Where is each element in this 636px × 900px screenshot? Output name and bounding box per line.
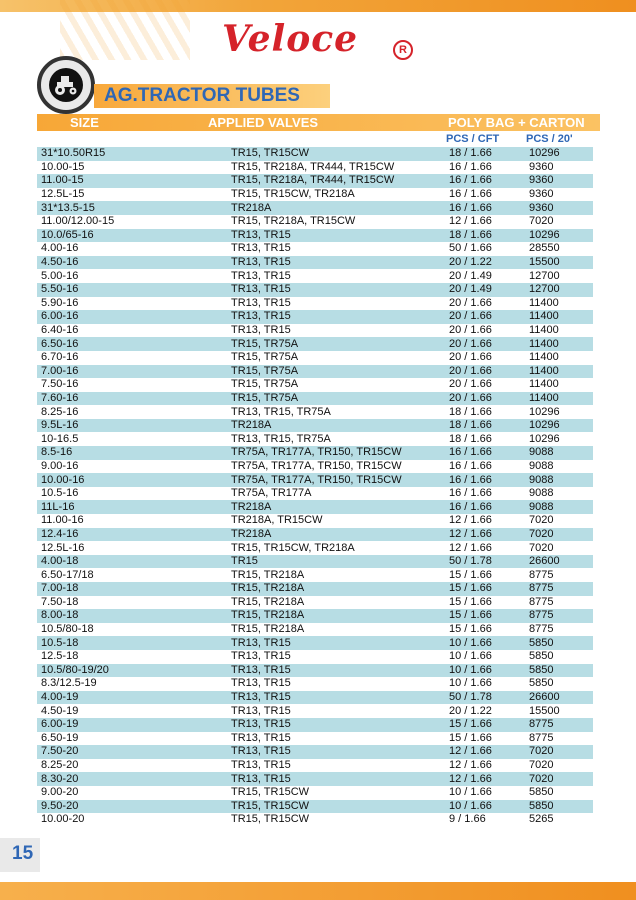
cell-size: 9.5L-16	[37, 419, 231, 433]
header-size: SIZE	[70, 115, 99, 130]
cell-pcs-20: 9360	[529, 201, 593, 215]
cell-valves: TR218A	[231, 500, 449, 514]
cell-size: 6.50-16	[37, 337, 231, 351]
table-row	[37, 473, 593, 487]
cell-valves: TR13, TR15	[231, 691, 449, 705]
cell-pcs-cft: 16 / 1.66	[449, 446, 529, 460]
cell-size: 10.00-20	[37, 813, 231, 827]
cell-pcs-cft: 15 / 1.66	[449, 732, 529, 746]
cell-pcs-20: 7020	[529, 745, 593, 759]
cell-pcs-cft: 12 / 1.66	[449, 514, 529, 528]
cell-size: 4.00-19	[37, 691, 231, 705]
cell-pcs-20: 11400	[529, 337, 593, 351]
cell-pcs-cft: 20 / 1.49	[449, 283, 529, 297]
cell-size: 7.00-16	[37, 365, 231, 379]
cell-pcs-20: 10296	[529, 432, 593, 446]
table-row	[37, 800, 593, 814]
cell-pcs-cft: 20 / 1.66	[449, 365, 529, 379]
cell-pcs-cft: 18 / 1.66	[449, 405, 529, 419]
table-row	[37, 609, 593, 623]
table-row	[37, 432, 593, 446]
cell-valves: TR15, TR218A	[231, 596, 449, 610]
cell-pcs-cft: 20 / 1.22	[449, 256, 529, 270]
cell-pcs-20: 9088	[529, 500, 593, 514]
cell-size: 8.25-20	[37, 759, 231, 773]
cell-size: 10.00-16	[37, 473, 231, 487]
cell-valves: TR15, TR218A, TR15CW	[231, 215, 449, 229]
cell-pcs-20: 15500	[529, 256, 593, 270]
table-row	[37, 446, 593, 460]
table-row	[37, 650, 593, 664]
cell-pcs-cft: 18 / 1.66	[449, 229, 529, 243]
table-row	[37, 269, 593, 283]
table-row	[37, 297, 593, 311]
cell-size: 10-16.5	[37, 432, 231, 446]
cell-size: 6.40-16	[37, 324, 231, 338]
cell-pcs-20: 12700	[529, 283, 593, 297]
cell-pcs-cft: 12 / 1.66	[449, 528, 529, 542]
table-row	[37, 677, 593, 691]
cell-valves: TR13, TR15	[231, 650, 449, 664]
cell-pcs-20: 7020	[529, 215, 593, 229]
cell-pcs-20: 9088	[529, 446, 593, 460]
cell-pcs-20: 11400	[529, 351, 593, 365]
table-row	[37, 732, 593, 746]
decorative-stripes	[60, 0, 190, 60]
table-row	[37, 283, 593, 297]
cell-valves: TR15, TR15CW	[231, 786, 449, 800]
table-row	[37, 514, 593, 528]
cell-valves: TR15, TR218A	[231, 623, 449, 637]
section-badge	[37, 56, 95, 114]
cell-pcs-20: 11400	[529, 324, 593, 338]
cell-pcs-20: 11400	[529, 297, 593, 311]
cell-pcs-cft: 15 / 1.66	[449, 568, 529, 582]
cell-size: 4.50-19	[37, 704, 231, 718]
cell-pcs-20: 11400	[529, 392, 593, 406]
table-row	[37, 147, 593, 161]
bottom-accent-bar	[0, 882, 636, 900]
cell-pcs-cft: 20 / 1.66	[449, 351, 529, 365]
cell-valves: TR13, TR15	[231, 297, 449, 311]
cell-valves: TR13, TR15	[231, 283, 449, 297]
cell-pcs-cft: 12 / 1.66	[449, 772, 529, 786]
cell-pcs-cft: 15 / 1.66	[449, 596, 529, 610]
cell-size: 5.00-16	[37, 269, 231, 283]
cell-valves: TR15, TR75A	[231, 392, 449, 406]
cell-pcs-cft: 20 / 1.66	[449, 378, 529, 392]
table-row	[37, 704, 593, 718]
cell-valves: TR13, TR15, TR75A	[231, 432, 449, 446]
cell-pcs-20: 5850	[529, 664, 593, 678]
cell-pcs-20: 8775	[529, 718, 593, 732]
table-row	[37, 310, 593, 324]
page-number: 15	[12, 843, 34, 864]
cell-valves: TR13, TR15	[231, 745, 449, 759]
cell-pcs-cft: 10 / 1.66	[449, 786, 529, 800]
cell-size: 6.50-17/18	[37, 568, 231, 582]
cell-size: 4.00-18	[37, 555, 231, 569]
table-row	[37, 745, 593, 759]
cell-pcs-cft: 20 / 1.66	[449, 392, 529, 406]
cell-pcs-cft: 16 / 1.66	[449, 174, 529, 188]
table-row	[37, 623, 593, 637]
cell-valves: TR15, TR218A	[231, 582, 449, 596]
table-row	[37, 500, 593, 514]
cell-pcs-20: 9360	[529, 188, 593, 202]
cell-pcs-20: 7020	[529, 541, 593, 555]
cell-size: 10.00-15	[37, 161, 231, 175]
cell-size: 10.5/80-18	[37, 623, 231, 637]
cell-pcs-cft: 20 / 1.66	[449, 310, 529, 324]
cell-pcs-20: 28550	[529, 242, 593, 256]
table-row	[37, 568, 593, 582]
cell-valves: TR13, TR15	[231, 704, 449, 718]
cell-pcs-20: 7020	[529, 528, 593, 542]
cell-size: 5.90-16	[37, 297, 231, 311]
cell-valves: TR13, TR15, TR75A	[231, 405, 449, 419]
cell-valves: TR13, TR15	[231, 732, 449, 746]
cell-pcs-20: 8775	[529, 596, 593, 610]
table-row	[37, 772, 593, 786]
cell-size: 7.50-18	[37, 596, 231, 610]
cell-pcs-cft: 12 / 1.66	[449, 541, 529, 555]
cell-pcs-cft: 16 / 1.66	[449, 161, 529, 175]
cell-pcs-20: 10296	[529, 147, 593, 161]
cell-valves: TR15, TR75A	[231, 365, 449, 379]
cell-valves: TR13, TR15	[231, 242, 449, 256]
cell-pcs-20: 26600	[529, 691, 593, 705]
cell-valves: TR15, TR218A, TR444, TR15CW	[231, 161, 449, 175]
cell-pcs-cft: 20 / 1.49	[449, 269, 529, 283]
table-row	[37, 528, 593, 542]
cell-pcs-20: 7020	[529, 772, 593, 786]
cell-pcs-20: 5850	[529, 636, 593, 650]
cell-pcs-20: 11400	[529, 378, 593, 392]
table-row	[37, 215, 593, 229]
cell-pcs-20: 5850	[529, 677, 593, 691]
table-row	[37, 419, 593, 433]
cell-size: 10.5-18	[37, 636, 231, 650]
cell-size: 5.50-16	[37, 283, 231, 297]
cell-pcs-20: 8775	[529, 732, 593, 746]
cell-valves: TR15, TR75A	[231, 378, 449, 392]
cell-pcs-cft: 10 / 1.66	[449, 664, 529, 678]
cell-pcs-20: 9360	[529, 161, 593, 175]
cell-pcs-cft: 20 / 1.66	[449, 324, 529, 338]
cell-pcs-cft: 16 / 1.66	[449, 201, 529, 215]
cell-pcs-20: 7020	[529, 514, 593, 528]
section-title: AG.TRACTOR TUBES	[104, 85, 300, 106]
cell-valves: TR15, TR218A	[231, 568, 449, 582]
cell-pcs-cft: 16 / 1.66	[449, 487, 529, 501]
table-row	[37, 813, 593, 827]
cell-size: 8.00-18	[37, 609, 231, 623]
tubes-table	[37, 147, 593, 827]
cell-valves: TR15, TR15CW	[231, 147, 449, 161]
cell-pcs-cft: 50 / 1.66	[449, 242, 529, 256]
cell-size: 6.00-19	[37, 718, 231, 732]
tractor-icon	[49, 68, 83, 102]
cell-pcs-cft: 12 / 1.66	[449, 759, 529, 773]
cell-valves: TR13, TR15	[231, 636, 449, 650]
cell-valves: TR218A, TR15CW	[231, 514, 449, 528]
cell-size: 10.5-16	[37, 487, 231, 501]
table-row	[37, 664, 593, 678]
cell-size: 12.4-16	[37, 528, 231, 542]
cell-pcs-cft: 10 / 1.66	[449, 677, 529, 691]
cell-pcs-cft: 16 / 1.66	[449, 500, 529, 514]
cell-pcs-20: 15500	[529, 704, 593, 718]
cell-pcs-cft: 50 / 1.78	[449, 691, 529, 705]
cell-size: 8.5-16	[37, 446, 231, 460]
cell-pcs-20: 12700	[529, 269, 593, 283]
cell-size: 11.00-16	[37, 514, 231, 528]
cell-pcs-20: 11400	[529, 365, 593, 379]
registered-mark: R	[393, 40, 413, 60]
cell-size: 7.50-20	[37, 745, 231, 759]
cell-valves: TR15, TR15CW, TR218A	[231, 188, 449, 202]
table-row	[37, 201, 593, 215]
table-row	[37, 541, 593, 555]
cell-pcs-20: 11400	[529, 310, 593, 324]
table-row	[37, 365, 593, 379]
cell-size: 6.50-19	[37, 732, 231, 746]
table-row	[37, 161, 593, 175]
cell-valves: TR15, TR218A	[231, 609, 449, 623]
cell-size: 31*13.5-15	[37, 201, 231, 215]
cell-pcs-20: 10296	[529, 405, 593, 419]
table-row	[37, 324, 593, 338]
cell-pcs-cft: 15 / 1.66	[449, 609, 529, 623]
cell-size: 10.5/80-19/20	[37, 664, 231, 678]
cell-pcs-cft: 18 / 1.66	[449, 419, 529, 433]
cell-size: 4.00-16	[37, 242, 231, 256]
cell-size: 7.60-16	[37, 392, 231, 406]
cell-pcs-20: 5850	[529, 800, 593, 814]
table-row	[37, 555, 593, 569]
cell-size: 4.50-16	[37, 256, 231, 270]
cell-pcs-cft: 20 / 1.66	[449, 297, 529, 311]
cell-pcs-cft: 9 / 1.66	[449, 813, 529, 827]
cell-valves: TR75A, TR177A	[231, 487, 449, 501]
cell-size: 7.00-18	[37, 582, 231, 596]
table-row	[37, 487, 593, 501]
cell-pcs-cft: 20 / 1.22	[449, 704, 529, 718]
cell-pcs-20: 5850	[529, 786, 593, 800]
header-applied-valves: APPLIED VALVES	[208, 115, 319, 130]
table-row	[37, 596, 593, 610]
cell-size: 8.25-16	[37, 405, 231, 419]
cell-pcs-cft: 10 / 1.66	[449, 650, 529, 664]
cell-pcs-cft: 12 / 1.66	[449, 215, 529, 229]
cell-pcs-cft: 15 / 1.66	[449, 582, 529, 596]
cell-valves: TR15, TR218A, TR444, TR15CW	[231, 174, 449, 188]
cell-pcs-cft: 18 / 1.66	[449, 147, 529, 161]
cell-size: 11L-16	[37, 500, 231, 514]
cell-pcs-20: 9360	[529, 174, 593, 188]
cell-pcs-cft: 18 / 1.66	[449, 432, 529, 446]
cell-pcs-cft: 15 / 1.66	[449, 718, 529, 732]
table-row	[37, 188, 593, 202]
cell-size: 11.00/12.00-15	[37, 215, 231, 229]
cell-valves: TR15, TR15CW	[231, 800, 449, 814]
table-row	[37, 256, 593, 270]
cell-valves: TR15, TR75A	[231, 351, 449, 365]
cell-pcs-cft: 12 / 1.66	[449, 745, 529, 759]
cell-valves: TR13, TR15	[231, 718, 449, 732]
cell-size: 9.50-20	[37, 800, 231, 814]
table-row	[37, 351, 593, 365]
brand-logo: Veloce	[222, 18, 359, 60]
cell-valves: TR15	[231, 555, 449, 569]
table-row	[37, 582, 593, 596]
table-row	[37, 337, 593, 351]
table-row	[37, 460, 593, 474]
cell-pcs-cft: 16 / 1.66	[449, 460, 529, 474]
cell-valves: TR13, TR15	[231, 324, 449, 338]
cell-pcs-20: 8775	[529, 568, 593, 582]
cell-valves: TR75A, TR177A, TR150, TR15CW	[231, 460, 449, 474]
cell-valves: TR13, TR15	[231, 310, 449, 324]
cell-size: 8.30-20	[37, 772, 231, 786]
cell-size: 9.00-20	[37, 786, 231, 800]
cell-size: 7.50-16	[37, 378, 231, 392]
subheader-pcs-cft: PCS / CFT	[446, 133, 500, 145]
cell-size: 6.00-16	[37, 310, 231, 324]
cell-valves: TR13, TR15	[231, 772, 449, 786]
cell-valves: TR13, TR15	[231, 269, 449, 283]
cell-valves: TR13, TR15	[231, 677, 449, 691]
cell-pcs-cft: 50 / 1.78	[449, 555, 529, 569]
cell-size: 6.70-16	[37, 351, 231, 365]
table-row	[37, 759, 593, 773]
cell-pcs-20: 9088	[529, 473, 593, 487]
cell-size: 12.5L-15	[37, 188, 231, 202]
cell-size: 11.00-15	[37, 174, 231, 188]
table-row	[37, 786, 593, 800]
cell-pcs-20: 9088	[529, 487, 593, 501]
cell-valves: TR218A	[231, 419, 449, 433]
cell-valves: TR218A	[231, 201, 449, 215]
subheader-pcs-20: PCS / 20'	[526, 133, 573, 145]
cell-pcs-20: 9088	[529, 460, 593, 474]
cell-valves: TR13, TR15	[231, 759, 449, 773]
cell-pcs-20: 5265	[529, 813, 593, 827]
header-packing: POLY BAG + CARTON	[448, 115, 585, 130]
cell-pcs-20: 7020	[529, 759, 593, 773]
cell-pcs-20: 8775	[529, 623, 593, 637]
cell-pcs-cft: 15 / 1.66	[449, 623, 529, 637]
cell-valves: TR13, TR15	[231, 256, 449, 270]
cell-valves: TR15, TR15CW	[231, 813, 449, 827]
table-row	[37, 229, 593, 243]
cell-pcs-20: 8775	[529, 609, 593, 623]
cell-pcs-cft: 10 / 1.66	[449, 636, 529, 650]
cell-pcs-20: 10296	[529, 419, 593, 433]
cell-size: 12.5-18	[37, 650, 231, 664]
table-row	[37, 636, 593, 650]
cell-pcs-20: 5850	[529, 650, 593, 664]
cell-pcs-cft: 20 / 1.66	[449, 337, 529, 351]
cell-valves: TR13, TR15	[231, 664, 449, 678]
table-row	[37, 392, 593, 406]
cell-valves: TR13, TR15	[231, 229, 449, 243]
table-row	[37, 405, 593, 419]
cell-valves: TR75A, TR177A, TR150, TR15CW	[231, 473, 449, 487]
table-row	[37, 718, 593, 732]
cell-valves: TR218A	[231, 528, 449, 542]
cell-valves: TR75A, TR177A, TR150, TR15CW	[231, 446, 449, 460]
cell-valves: TR15, TR75A	[231, 337, 449, 351]
table-row	[37, 378, 593, 392]
cell-size: 8.3/12.5-19	[37, 677, 231, 691]
cell-size: 10.0/65-16	[37, 229, 231, 243]
table-row	[37, 242, 593, 256]
cell-pcs-20: 26600	[529, 555, 593, 569]
cell-size: 12.5L-16	[37, 541, 231, 555]
cell-pcs-20: 10296	[529, 229, 593, 243]
cell-pcs-cft: 16 / 1.66	[449, 188, 529, 202]
table-row	[37, 691, 593, 705]
cell-size: 9.00-16	[37, 460, 231, 474]
table-row	[37, 174, 593, 188]
cell-pcs-cft: 10 / 1.66	[449, 800, 529, 814]
cell-valves: TR15, TR15CW, TR218A	[231, 541, 449, 555]
cell-pcs-20: 8775	[529, 582, 593, 596]
cell-pcs-cft: 16 / 1.66	[449, 473, 529, 487]
cell-size: 31*10.50R15	[37, 147, 231, 161]
